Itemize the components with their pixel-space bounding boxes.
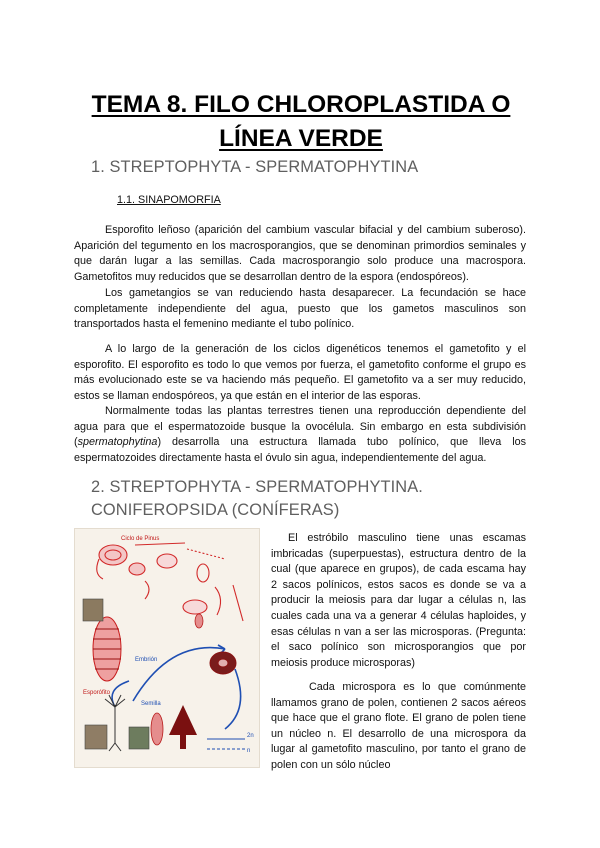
pine-life-cycle-figure [74, 528, 260, 768]
paragraph-4-text-b: ) desarrolla una estructura llamada tubo polínico, que lleva los espermatozoides directamente hasta el óvulo sin agua, independientemente del agua. [74, 436, 526, 464]
column-paragraph-2: Cada microspora es lo que comúnmente llamamos grano de polen, contienen 2 sacos aéreos que hace que el grano flote. El grano de polen tiene un núcleo n. El desarrollo de una microspora da lugar al gametofito masculino, por tanto el grano de polen con un sólo núcleo [271, 681, 526, 771]
figure-label-embryo: Embrión [135, 657, 158, 663]
paragraph-1: Esporofito leñoso (aparición del cambium vascular bifacial y del cambium suberoso). Aparición del tegumento en los macrosporangios, que se denominan primordios seminales y que darán lugar a las semillas. Cada macrosporangio solo produce una macrospora. Gametofitos muy reducidos que se desarrollan dentro de la espora (endospóreos). [74, 224, 526, 283]
paragraph-4-italic: spermatophytina [77, 436, 158, 449]
section-1-heading: 1. STREPTOPHYTA - SPERMATOPHYTINA [91, 158, 419, 176]
figure-label-2n: 2n [247, 733, 254, 739]
figure-label-n: n [247, 748, 251, 754]
life-cycle-diagram-icon [75, 529, 259, 767]
title-line-2: LÍNEA VERDE [219, 125, 383, 153]
section-1-1-subheading: 1.1. SINAPOMORFIA [117, 194, 221, 206]
column-paragraph-1: El estróbilo masculino tiene unas escamas imbricadas (superpuestas), estructura dentro de la cual (que aparece en grupos), de cada escama hay 2 sacos polínicos, estos sacos es donde se va a producir la meiosis para dar lugar a células n, las cuales cada una va a generar 4 células haploides, y esas células n van a ser las microsporas. (Pregunta: el saco polínico son microsporangios que por meiosis produce microsporas) [271, 532, 526, 669]
figure-label-seed: Semilla [141, 701, 161, 707]
document-title [40, 88, 562, 156]
section-2-heading: 2. STREPTOPHYTA - SPERMATOPHYTINA. CONIFEROPSIDA (CONÍFERAS) [91, 478, 423, 519]
figure-label-sporophyte: Esporófito [83, 690, 111, 696]
paragraph-3: A lo largo de la generación de los ciclos digenéticos tenemos el gametofito y el esporofito. El esporofito es todo lo que vemos por fuerza, el gametofito conforme el grupo es más evolucionado este se va haciendo más pequeño. El gametofito va a ser muy reducido, estos se llaman endospóreos, ya que están en el interior de las esporas. [74, 343, 526, 402]
paragraph-4 [74, 404, 526, 466]
title-line-1: TEMA 8. FILO CHLOROPLASTIDA O [91, 91, 511, 119]
paragraph-4-text-a: Normalmente todas las plantas terrestres tienen una reproducción dependiente del agua para que el espermatozoide busque la ovocélula. Sin embargo en esta subdivisión ( [74, 405, 526, 449]
paragraph-2: Los gametangios se van reduciendo hasta desaparecer. La fecundación se hace completamente independiente del agua, puesto que los gametos masculinos son transportados hasta el femenino mediante el tubo polínico. [74, 287, 526, 331]
figure-label-title: Ciclo de Pinus [121, 536, 160, 542]
